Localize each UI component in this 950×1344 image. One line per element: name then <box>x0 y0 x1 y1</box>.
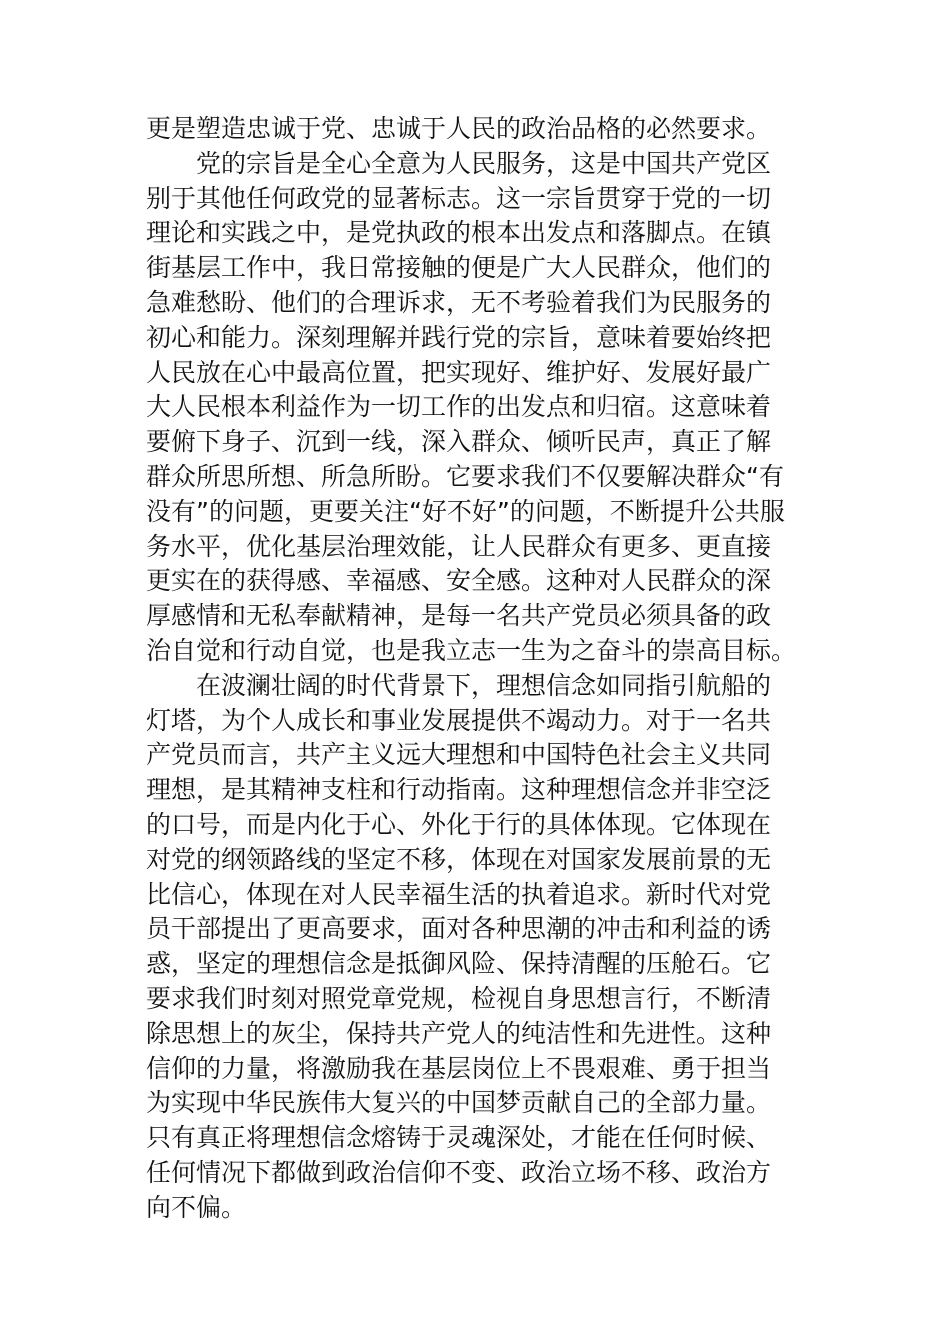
text-line: 理论和实践之中，是党执政的根本出发点和落脚点。在镇 <box>146 218 772 248</box>
text-line: 要俯下身子、沉到一线，深入群众、倾听民声，真正了解 <box>146 427 772 457</box>
text-line: 在波澜壮阔的时代背景下，理想信念如同指引航船的 <box>146 670 772 700</box>
body-text <box>146 112 811 1226</box>
text-line: 产党员而言，共产主义远大理想和中国特色社会主义共同 <box>146 740 772 770</box>
text-line: 对党的纲领路线的坚定不移，体现在对国家发展前景的无 <box>146 844 772 874</box>
text-line: 初心和能力。深刻理解并践行党的宗旨，意味着要始终把 <box>146 322 772 352</box>
text-line: 厚感情和无私奉献精神，是每一名共产党员必须具备的政 <box>146 601 772 631</box>
text-line: 没有”的问题，更要关注“好不好”的问题，不断提升公共服 <box>146 496 785 526</box>
text-line: 急难愁盼、他们的合理诉求，无不考验着我们为民服务的 <box>146 287 772 317</box>
text-line: 群众所思所想、所急所盼。它要求我们不仅要解决群众“有 <box>146 461 784 491</box>
text-line: 信仰的力量，将激励我在基层岗位上不畏艰难、勇于担当 <box>146 1053 772 1083</box>
text-line: 任何情况下都做到政治信仰不变、政治立场不移、政治方 <box>146 1157 772 1187</box>
text-line: 惑，坚定的理想信念是抵御风险、保持清醒的压舱石。它 <box>146 949 772 979</box>
text-line: 人民放在心中最高位置，把实现好、维护好、发展好最广 <box>146 357 772 387</box>
text-line: 比信心，体现在对人民幸福生活的执着追求。新时代对党 <box>146 879 772 909</box>
text-line: 只有真正将理想信念熔铸于灵魂深处，才能在任何时候、 <box>146 1123 772 1153</box>
text-line: 灯塔，为个人成长和事业发展提供不竭动力。对于一名共 <box>146 705 772 735</box>
text-line: 除思想上的灰尘，保持共产党人的纯洁性和先进性。这种 <box>146 1018 772 1048</box>
text-line: 为实现中华民族伟大复兴的中国梦贡献自己的全部力量。 <box>146 1088 772 1118</box>
text-line: 治自觉和行动自觉，也是我立志一生为之奋斗的崇高目标。 <box>146 635 797 665</box>
text-line: 党的宗旨是全心全意为人民服务，这是中国共产党区 <box>146 148 772 178</box>
text-line: 更是塑造忠诚于党、忠诚于人民的政治品格的必然要求。 <box>146 114 772 143</box>
text-line: 更实在的获得感、幸福感、安全感。这种对人民群众的深 <box>146 566 772 596</box>
text-line: 要求我们时刻对照党章党规，检视自身思想言行，不断清 <box>146 983 772 1013</box>
text-line: 务水平，优化基层治理效能，让人民群众有更多、更直接 <box>146 531 772 561</box>
text-line: 向不偏。 <box>146 1192 247 1222</box>
text-line: 员干部提出了更高要求，面对各种思潮的冲击和利益的诱 <box>146 914 772 944</box>
text-line: 别于其他任何政党的显著标志。这一宗旨贯穿于党的一切 <box>146 183 772 213</box>
text-line: 大人民根本利益作为一切工作的出发点和归宿。这意味着 <box>146 392 772 422</box>
text-line: 的口号，而是内化于心、外化于行的具体体现。它体现在 <box>146 809 772 839</box>
text-line: 街基层工作中，我日常接触的便是广大人民群众，他们的 <box>146 253 772 283</box>
text-line: 理想，是其精神支柱和行动指南。这种理想信念并非空泛 <box>146 775 772 805</box>
